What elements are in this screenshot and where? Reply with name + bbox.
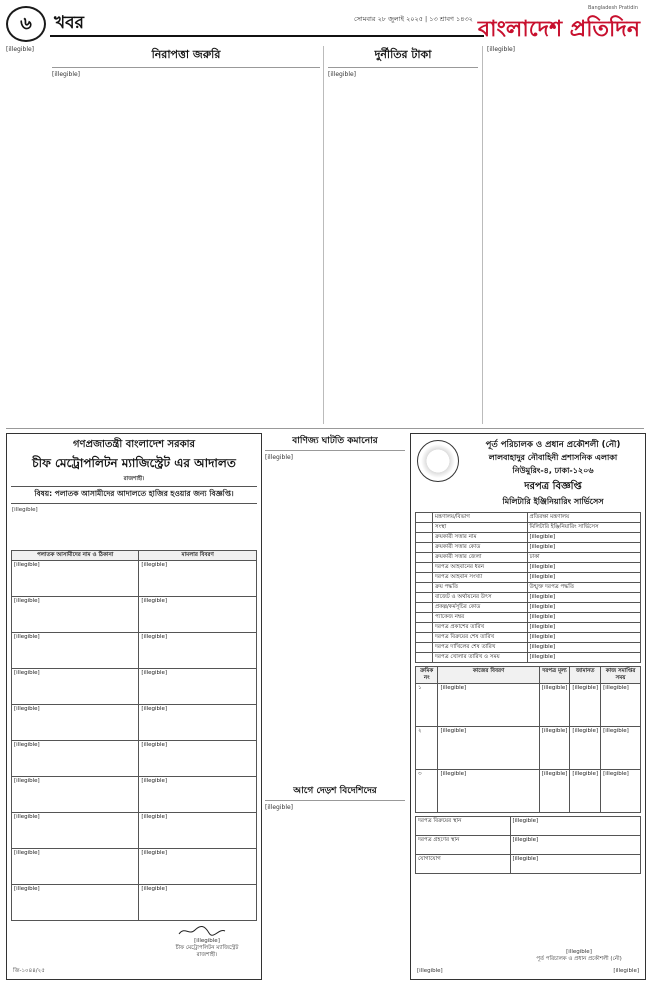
table-cell: দরপত্র আহবানের ধরন	[433, 563, 528, 573]
tender-subtitle: মিলিটারি ইঞ্জিনিয়ারিং সার্ভিসেস	[502, 497, 604, 506]
table-row	[416, 817, 641, 836]
section-divider	[6, 428, 644, 429]
table-cell	[416, 653, 433, 663]
table-cell	[416, 523, 433, 533]
middle-story-subtext: [illegible]	[265, 804, 294, 811]
masthead	[6, 4, 644, 42]
tender-ref-left: [illegible]	[417, 968, 443, 974]
table-cell: [illegible]	[12, 669, 139, 705]
court-notice-ref: জি-১০৪৪/২৫	[13, 968, 45, 974]
article-right-text: [illegible]	[328, 71, 357, 78]
table-row	[12, 777, 257, 813]
table-cell: [illegible]	[510, 817, 641, 836]
brand-name: বাংলাদেশ প্রতিদিন	[477, 16, 640, 42]
table-cell: মন্ত্রণালয়/বিভাগ	[433, 513, 528, 523]
table-row	[12, 741, 257, 777]
table-row	[12, 849, 257, 885]
table-cell	[416, 613, 433, 623]
table-row	[12, 669, 257, 705]
table-row	[416, 613, 641, 623]
table-cell: [illegible]	[510, 855, 641, 874]
table-cell: [illegible]	[12, 777, 139, 813]
table-header: ক্রমিক নং	[416, 667, 438, 684]
middle-story-text: [illegible]	[265, 454, 294, 461]
middle-story	[265, 433, 405, 978]
table-row	[12, 813, 257, 849]
tender-info-table	[415, 512, 641, 663]
table-cell: সংস্থা	[433, 523, 528, 533]
table-cell	[416, 593, 433, 603]
table-cell: [illegible]	[438, 727, 539, 770]
table-row	[416, 855, 641, 874]
table-cell: [illegible]	[527, 603, 641, 613]
signature-image	[177, 924, 227, 938]
table-cell: [illegible]	[510, 836, 641, 855]
table-cell	[416, 563, 433, 573]
table-cell: প্যাকেজ নম্বর	[433, 613, 528, 623]
signature-place: রাজশাহী।	[196, 952, 218, 958]
table-cell: দরপত্র প্রকাশের তারিখ	[433, 623, 528, 633]
table-cell: [illegible]	[601, 684, 641, 727]
page-number: ৬	[6, 6, 46, 42]
tender-footer-table	[415, 816, 641, 874]
table-header: কাজ সমাপ্তির সময়	[601, 667, 641, 684]
table-cell: [illegible]	[139, 705, 257, 741]
table-cell: [illegible]	[570, 770, 601, 813]
article-far-right-text: [illegible]	[487, 46, 516, 53]
table-cell: [illegible]	[12, 885, 139, 921]
table-cell: [illegible]	[527, 573, 641, 583]
table-row	[416, 727, 641, 770]
table-cell: [illegible]	[139, 561, 257, 597]
middle-story-subtitle: আগে দেড়শ বিদেশিদের	[265, 783, 405, 801]
table-cell: [illegible]	[12, 849, 139, 885]
table-row	[416, 836, 641, 855]
table-header: দরপত্র মূল্য	[539, 667, 570, 684]
table-cell: [illegible]	[139, 741, 257, 777]
table-cell: [illegible]	[601, 770, 641, 813]
table-row	[12, 597, 257, 633]
signature-name: [illegible]	[194, 938, 220, 944]
table-cell: [illegible]	[527, 643, 641, 653]
table-row	[416, 523, 641, 533]
table-cell: [illegible]	[527, 543, 641, 553]
tender-work-table	[415, 666, 641, 813]
table-cell: [illegible]	[139, 633, 257, 669]
table-cell	[416, 573, 433, 583]
table-cell: [illegible]	[139, 813, 257, 849]
table-cell: [illegible]	[12, 633, 139, 669]
table-cell: দরপত্র বিক্রয়ের শেষ তারিখ	[433, 633, 528, 643]
table-row	[12, 705, 257, 741]
table-cell: মিলিটারি ইঞ্জিনিয়ারিং সার্ভিসেস	[527, 523, 641, 533]
article-far-right	[487, 46, 644, 424]
table-cell	[416, 603, 433, 613]
tender-notice	[410, 433, 646, 980]
table-cell: [illegible]	[139, 669, 257, 705]
table-cell: প্রকল্প/কর্মসূচির কোড	[433, 603, 528, 613]
table-cell: [illegible]	[12, 741, 139, 777]
article-right-title: দুর্নীতির টাকা	[328, 46, 478, 68]
court-notice	[6, 433, 262, 980]
table-cell: [illegible]	[601, 727, 641, 770]
table-cell: [illegible]	[570, 727, 601, 770]
court-notice-subject: বিষয়: পলাতক আসামীদের আদালতে হাজির হওয়ার জন্য বিজ্ঞপ্তি।	[11, 486, 257, 504]
table-cell: বাজেট ও অর্থায়নের উৎস	[433, 593, 528, 603]
article-left-text: [illegible]	[52, 71, 81, 78]
court-notice-header: গণপ্রজাতন্ত্রী বাংলাদেশ সরকার	[73, 439, 195, 450]
table-cell: ক্রয়কারী সত্তার নাম	[433, 533, 528, 543]
table-row	[416, 543, 641, 553]
table-cell: [illegible]	[12, 597, 139, 633]
table-cell: দরপত্র খোলার তারিখ ও সময়	[433, 653, 528, 663]
article-left-title: নিরাপত্তা জরুরি	[52, 46, 320, 68]
table-cell: দরপত্র গ্রহণের স্থান	[416, 836, 511, 855]
table-cell: [illegible]	[527, 623, 641, 633]
table-row	[416, 653, 641, 663]
table-cell	[416, 633, 433, 643]
table-row	[416, 770, 641, 813]
table-cell	[416, 543, 433, 553]
table-row	[416, 633, 641, 643]
table-cell: প্রতিরক্ষা মন্ত্রণালয়	[527, 513, 641, 523]
tender-signature-block	[519, 949, 639, 963]
table-cell	[416, 643, 433, 653]
table-cell: [illegible]	[139, 597, 257, 633]
table-cell	[416, 583, 433, 593]
article-mid	[6, 46, 50, 424]
table-row	[416, 593, 641, 603]
table-row	[416, 533, 641, 543]
table-cell	[416, 623, 433, 633]
header-rule	[50, 35, 484, 37]
table-cell: [illegible]	[527, 653, 641, 663]
table-cell: [illegible]	[139, 885, 257, 921]
article-right	[328, 46, 478, 424]
tender-title: দরপত্র বিজ্ঞপ্তি	[524, 481, 582, 492]
table-row	[416, 603, 641, 613]
court-notice-subheader: চীফ মেট্রোপলিটন ম্যাজিস্ট্রেট এর আদালত	[32, 456, 236, 470]
column-divider	[482, 46, 483, 424]
table-cell	[416, 533, 433, 543]
table-cell: ক্রয়কারী সত্তার কোড	[433, 543, 528, 553]
table-cell: [illegible]	[438, 770, 539, 813]
court-notice-location: রাজশাহী।	[123, 476, 145, 482]
table-header: জামানত	[570, 667, 601, 684]
table-cell: [illegible]	[139, 849, 257, 885]
table-row	[416, 553, 641, 563]
table-cell: [illegible]	[539, 770, 570, 813]
table-cell: [illegible]	[12, 561, 139, 597]
table-row	[12, 885, 257, 921]
table-cell: উন্মুক্ত দরপত্র পদ্ধতি	[527, 583, 641, 593]
tender-org-line3: নিউমুরিং-৪, ঢাকা-১২০৬	[512, 466, 594, 475]
table-cell: ক্রয়কারী সত্তার জেলা	[433, 553, 528, 563]
article-left	[52, 46, 320, 424]
tender-sign-name: [illegible]	[566, 949, 592, 955]
table-row	[416, 623, 641, 633]
table-cell: [illegible]	[539, 727, 570, 770]
brand-logo	[477, 4, 644, 42]
brand-tagline: Bangladesh Pratidin	[587, 5, 638, 11]
table-cell: [illegible]	[527, 633, 641, 643]
table-cell: [illegible]	[12, 813, 139, 849]
table-row	[416, 643, 641, 653]
table-cell: [illegible]	[438, 684, 539, 727]
table-cell: দরপত্র আহবান সংখ্যা	[433, 573, 528, 583]
table-row	[416, 563, 641, 573]
table-header: কাজের বিবরণ	[438, 667, 539, 684]
column-divider	[323, 46, 324, 424]
date-line: সোমবার ২৮ জুলাই ২০২৫ | ১৩ শ্রাবণ ১৪৩২	[354, 15, 473, 23]
court-signature-block	[157, 938, 257, 959]
table-cell: দরপত্র দাখিলের শেষ তারিখ	[433, 643, 528, 653]
middle-story-title: বাণিজ্য ঘাটতি কমানোর	[265, 433, 405, 451]
table-cell: ২	[416, 727, 438, 770]
table-row	[12, 561, 257, 597]
table-cell: [illegible]	[139, 777, 257, 813]
court-notice-intro: [illegible]	[12, 507, 38, 513]
table-row	[416, 573, 641, 583]
table-cell	[416, 553, 433, 563]
table-cell: ক্রয় পদ্ধতি	[433, 583, 528, 593]
table-row	[416, 583, 641, 593]
tender-org-line2: লালবাহাদুর নৌবাহিনী প্রশাসনিক এলাকা	[488, 453, 618, 462]
table-header: পলাতক আসামীদের নাম ও ঠিকানা	[12, 551, 139, 561]
table-cell: [illegible]	[527, 613, 641, 623]
table-cell: [illegible]	[527, 563, 641, 573]
table-cell: দরপত্র বিক্রয়ের স্থান	[416, 817, 511, 836]
table-cell: ১	[416, 684, 438, 727]
table-cell: ঢাকা	[527, 553, 641, 563]
tender-sign-title: পূর্ত পরিচালক ও প্রধান প্রকৌশলী (নৌ)	[536, 956, 622, 962]
table-cell: ৩	[416, 770, 438, 813]
table-header: মামলার বিবরণ	[139, 551, 257, 561]
court-notice-table	[11, 550, 257, 921]
article-mid-text: [illegible]	[6, 46, 35, 53]
table-row	[416, 684, 641, 727]
table-cell: [illegible]	[527, 593, 641, 603]
table-cell: [illegible]	[570, 684, 601, 727]
section-label: খবর	[54, 13, 84, 33]
signature-title: চীফ মেট্রোপলিটন ম্যাজিস্ট্রেট	[175, 945, 239, 951]
tender-ref-right: [illegible]	[613, 968, 639, 974]
table-cell: [illegible]	[527, 533, 641, 543]
table-cell: যোগাযোগ	[416, 855, 511, 874]
tender-org-line1: পূর্ত পরিচালক ও প্রধান প্রকৌশলী (নৌ)	[485, 440, 621, 450]
navy-seal-icon	[417, 440, 459, 482]
table-cell: [illegible]	[539, 684, 570, 727]
table-row	[12, 633, 257, 669]
table-cell	[416, 513, 433, 523]
table-row	[416, 513, 641, 523]
table-cell: [illegible]	[12, 705, 139, 741]
